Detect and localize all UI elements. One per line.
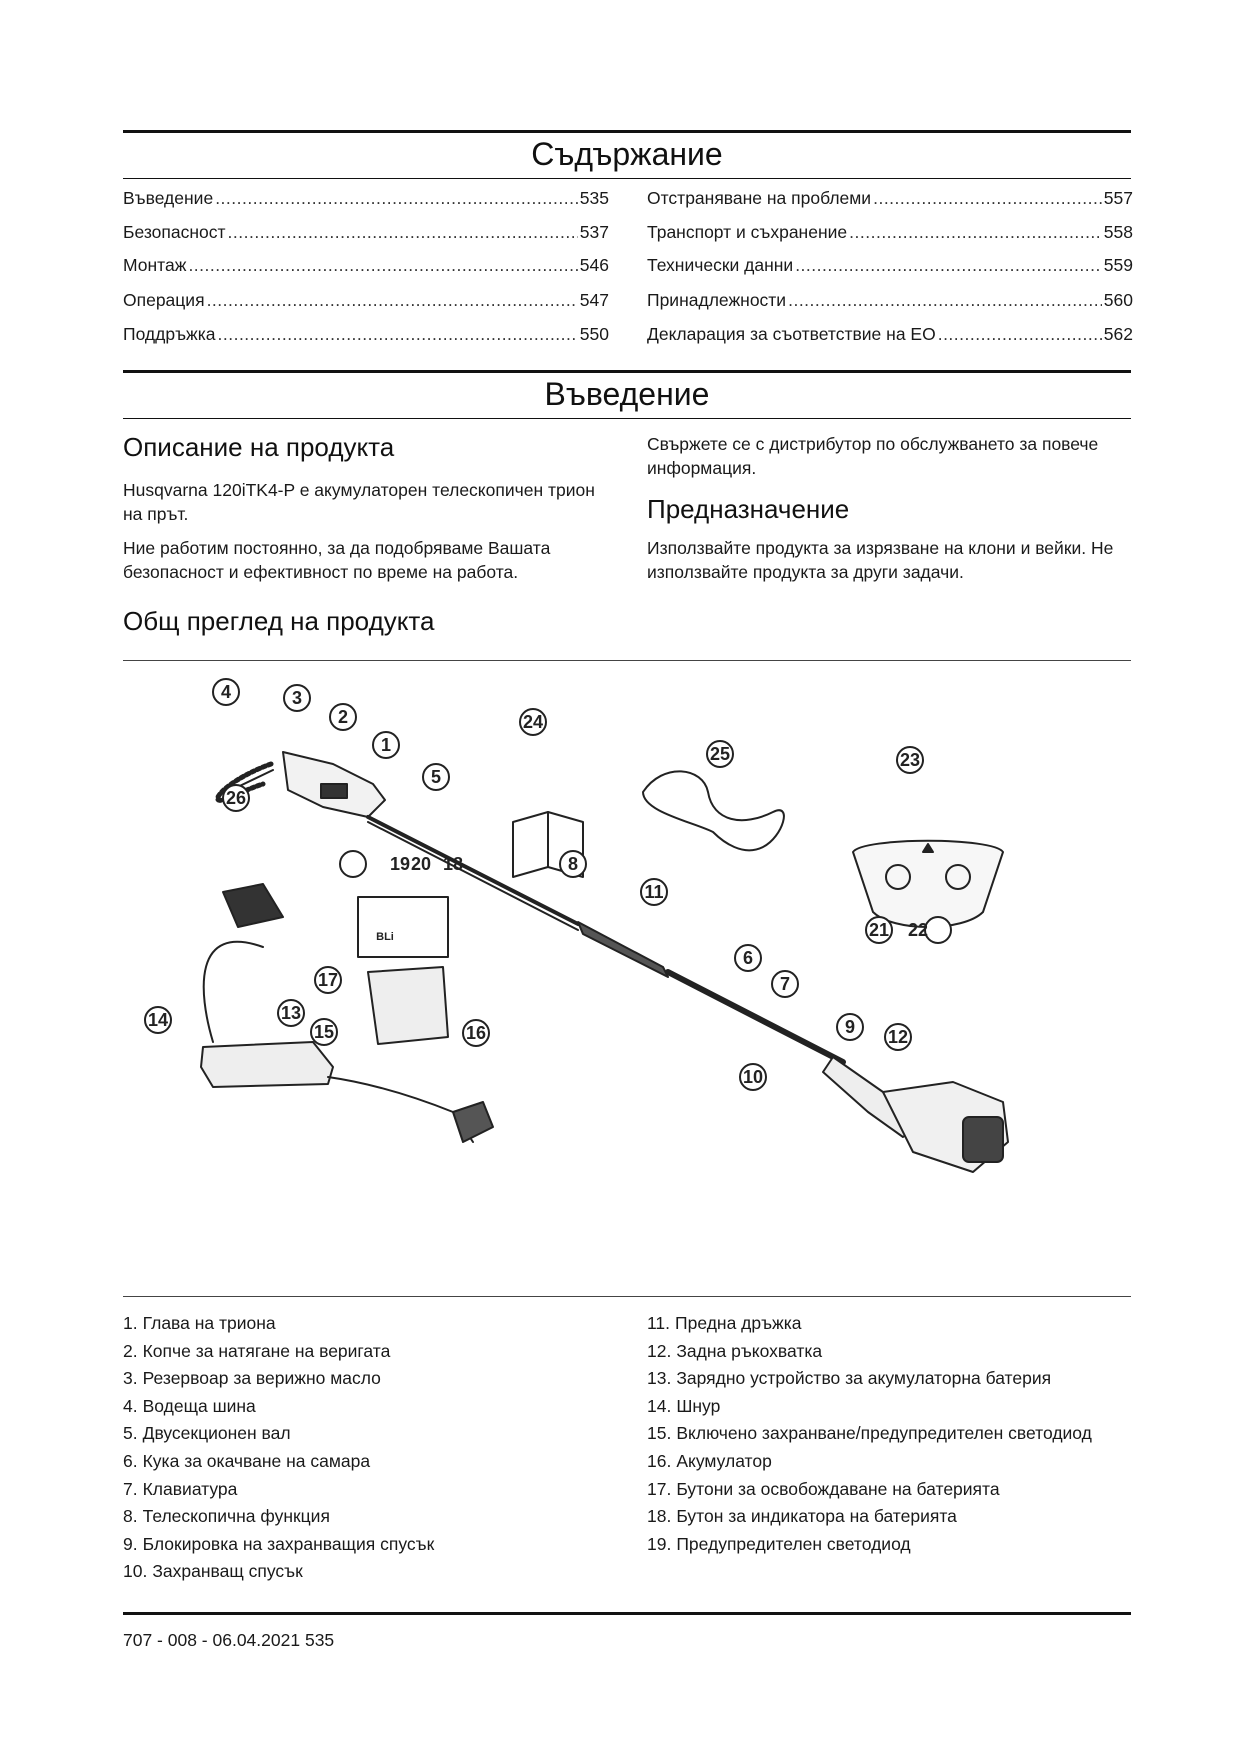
legend-item — [647, 1365, 1127, 1393]
toc-entry[interactable] — [123, 324, 609, 345]
toc-top-rule — [123, 130, 1131, 133]
motor-battery — [963, 1117, 1003, 1162]
legend-item — [123, 1365, 603, 1393]
page-footer — [123, 1630, 334, 1651]
legend-text: Клавиатура — [142, 1478, 238, 1499]
legend-number: 17. — [647, 1478, 672, 1499]
toc-entry-label: Монтаж — [123, 255, 187, 275]
callout-3: 3 — [291, 688, 303, 708]
legend-text: Предупредителен светодиод — [676, 1533, 911, 1554]
legend-text: Двусекционен вал — [142, 1423, 291, 1444]
legend-number: 12. — [647, 1340, 672, 1361]
callout-15: 15 — [313, 1022, 335, 1042]
toc-entry-page: 557 — [1103, 188, 1133, 208]
legend-item — [123, 1503, 603, 1531]
toc-entry-page: 560 — [1103, 290, 1133, 310]
toc-entry[interactable] — [647, 324, 1133, 345]
charger-cable — [328, 1077, 473, 1142]
toc-entry[interactable] — [123, 290, 609, 311]
callout-13: 13 — [280, 1003, 302, 1023]
callout-11: 11 — [644, 882, 664, 902]
legend-right — [647, 1310, 1127, 1558]
toc-entry-label: Въведение — [123, 188, 214, 208]
toc-entry[interactable] — [647, 290, 1133, 311]
product-illustration — [123, 672, 1131, 1292]
legend-item — [647, 1338, 1127, 1366]
legend-number: 9. — [123, 1533, 138, 1554]
legend-item — [123, 1558, 603, 1586]
legend-item — [647, 1531, 1127, 1559]
keypad-panel — [853, 841, 1003, 927]
callout-18: 18 — [442, 854, 464, 874]
intro-title-rule — [123, 418, 1131, 419]
legend-number: 1. — [123, 1313, 138, 1333]
legend-number: 8. — [123, 1506, 138, 1527]
telescopic-grip — [578, 922, 668, 977]
intended-use-heading: Предназначение — [647, 494, 850, 524]
legend-text: Глава на триона — [142, 1313, 276, 1333]
toc-title: Съдържание — [531, 136, 723, 172]
legend-text: Предна дръжка — [675, 1313, 802, 1333]
toc-entry-page: 547 — [579, 290, 609, 310]
legend-text: Задна ръкохватка — [676, 1340, 823, 1361]
legend-text: Зарядно устройство за акумулаторна батерия — [676, 1368, 1052, 1389]
toc-entry-label: Принадлежности — [647, 290, 787, 310]
toc-entry-page: 562 — [1103, 324, 1133, 344]
legend-text: Включено захранване/предупредителен светодиод — [676, 1423, 1092, 1444]
product-description-text: Husqvarna 120iTK4-P е акумулаторен телескопичен трион на прът. — [123, 480, 595, 524]
charger-cord — [204, 942, 263, 1042]
callout-10: 10 — [742, 1067, 764, 1087]
callout-22: 22 — [907, 920, 929, 940]
harness-strap — [643, 771, 784, 850]
callout-8: 8 — [567, 854, 579, 874]
toc-entry-page: 537 — [579, 222, 609, 242]
legend-item — [123, 1393, 603, 1421]
document-code: 707 - 008 - 06.04.2021 — [123, 1630, 301, 1650]
contact-text: Свържете се с дистрибутор по обслужването за повече информация. — [647, 434, 1099, 478]
intended-use-text: Използвайте продукта за изрязване на клони и вейки. Не използвайте продукта за други задачи. — [647, 538, 1114, 582]
toc-entry[interactable] — [647, 255, 1133, 276]
legend-item — [123, 1338, 603, 1366]
legend-item — [647, 1476, 1127, 1504]
intro-top-rule — [123, 370, 1131, 373]
toc-entry-page: 550 — [579, 324, 609, 344]
callout-16: 16 — [465, 1023, 487, 1043]
toc-entry-page: 546 — [579, 255, 609, 275]
legend-number: 7. — [123, 1478, 138, 1499]
toc-leader-dots — [938, 324, 1102, 345]
toc-entry-label: Транспорт и съхранение — [647, 222, 848, 242]
callout-7: 7 — [779, 974, 791, 994]
toc-leader-dots — [218, 324, 578, 345]
legend-item — [123, 1531, 603, 1559]
legend-item — [647, 1503, 1127, 1531]
callout-14: 14 — [147, 1010, 169, 1030]
charger-plug — [453, 1102, 493, 1142]
legend-item — [123, 1310, 603, 1338]
legend-text: Кука за окачване на самара — [142, 1450, 371, 1471]
legend-item — [647, 1420, 1127, 1448]
callout-4: 4 — [220, 682, 232, 702]
toc-leader-dots — [188, 255, 577, 276]
toc-leader-dots — [849, 222, 1102, 243]
callout-25: 25 — [709, 744, 731, 764]
saw-head-window — [321, 784, 347, 798]
legend-item — [123, 1420, 603, 1448]
legend-number: 4. — [123, 1395, 138, 1416]
callout-23: 23 — [899, 750, 921, 770]
legend-number: 6. — [123, 1450, 138, 1471]
shaft-lower — [668, 972, 843, 1062]
toc-leader-dots — [215, 188, 578, 209]
toc-leader-dots — [873, 188, 1102, 209]
legend-text: Бутони за освобождаване на батерията — [676, 1478, 1000, 1499]
legend-text: Захранващ спусък — [152, 1561, 303, 1582]
toc-entry[interactable] — [647, 188, 1133, 209]
callout-6: 6 — [742, 948, 754, 968]
battery-pack — [368, 967, 448, 1044]
toc-leader-dots — [228, 222, 578, 243]
legend-number: 16. — [647, 1450, 672, 1471]
callout-1: 1 — [380, 735, 392, 755]
charger-body — [201, 1042, 333, 1087]
legend-text: Резервоар за верижно масло — [142, 1368, 381, 1389]
toc-entry[interactable] — [123, 188, 609, 209]
legend-item — [647, 1393, 1127, 1421]
legend-left — [123, 1310, 603, 1586]
legend-item — [647, 1310, 1127, 1338]
toc-entry[interactable] — [123, 255, 609, 276]
legend-text: Блокировка на захранващия спусък — [142, 1533, 435, 1554]
toc-entry-label: Поддръжка — [123, 324, 216, 344]
callout-12: 12 — [887, 1027, 909, 1047]
improvement-text: Ние работим постоянно, за да подобряваме Вашата безопасност и ефективност по време на работа. — [123, 538, 551, 582]
legend-number: 15. — [647, 1423, 672, 1444]
legend-text: Шнур — [676, 1395, 721, 1416]
toc-leader-dots — [788, 290, 1102, 311]
overview-rule — [123, 660, 1131, 661]
toc-entry-label: Операция — [123, 290, 205, 310]
page — [123, 0, 1131, 1754]
callout-17: 17 — [317, 970, 339, 990]
legend-number: 13. — [647, 1368, 672, 1389]
legend-number: 11. — [647, 1313, 671, 1333]
toc-entry-page: 559 — [1103, 255, 1133, 275]
toc-entry-label: Отстраняване на проблеми — [647, 188, 872, 208]
legend-number: 5. — [123, 1423, 138, 1444]
toc-entry-page: 558 — [1103, 222, 1133, 242]
legend-rule — [123, 1296, 1131, 1297]
toc-entry-page: 535 — [579, 188, 609, 208]
callout-9: 9 — [844, 1017, 856, 1037]
callout-20: 20 — [410, 854, 432, 874]
product-overview-figure — [123, 672, 1131, 1292]
legend-number: 18. — [647, 1506, 672, 1527]
intro-title: Въведение — [544, 376, 710, 412]
callout-21: 21 — [868, 920, 890, 940]
legend-number: 14. — [647, 1395, 672, 1416]
toc-entry[interactable] — [647, 222, 1133, 243]
callout-24: 24 — [522, 712, 544, 732]
callout-2: 2 — [337, 707, 349, 727]
callout-19: 19 — [389, 854, 411, 874]
battery-label-bli: BLi — [376, 931, 394, 943]
callout-5: 5 — [430, 767, 442, 787]
callout-26: 26 — [225, 788, 247, 808]
toc-entry-label: Декларация за съответствие на ЕО — [647, 324, 936, 344]
legend-text: Бутон за индикатора на батерията — [676, 1506, 957, 1527]
legend-text: Копче за натягане на веригата — [142, 1340, 391, 1361]
legend-number: 10. — [123, 1561, 148, 1582]
toc-leader-dots — [795, 255, 1102, 276]
toc-entry-label: Безопасност — [123, 222, 226, 242]
toc-leader-dots — [207, 290, 578, 311]
legend-number: 3. — [123, 1368, 138, 1389]
page-number: 535 — [304, 1630, 335, 1650]
legend-text: Водеща шина — [142, 1395, 256, 1416]
toc-entry-label: Технически данни — [647, 255, 794, 275]
product-description-heading: Описание на продукта — [123, 432, 395, 462]
legend-item — [123, 1476, 603, 1504]
battery-indicator-closeup — [358, 897, 448, 957]
overview-heading: Общ преглед на продукта — [123, 606, 435, 636]
legend-text: Телескопична функция — [142, 1506, 330, 1527]
legend-item — [647, 1448, 1127, 1476]
footer-rule — [123, 1612, 1131, 1615]
legend-number: 19. — [647, 1533, 672, 1554]
toc-entry[interactable] — [123, 222, 609, 243]
toc-title-rule — [123, 178, 1131, 179]
legend-number: 2. — [123, 1340, 138, 1361]
legend-text: Акумулатор — [676, 1450, 772, 1471]
bar-cover — [223, 884, 283, 927]
legend-item — [123, 1448, 603, 1476]
